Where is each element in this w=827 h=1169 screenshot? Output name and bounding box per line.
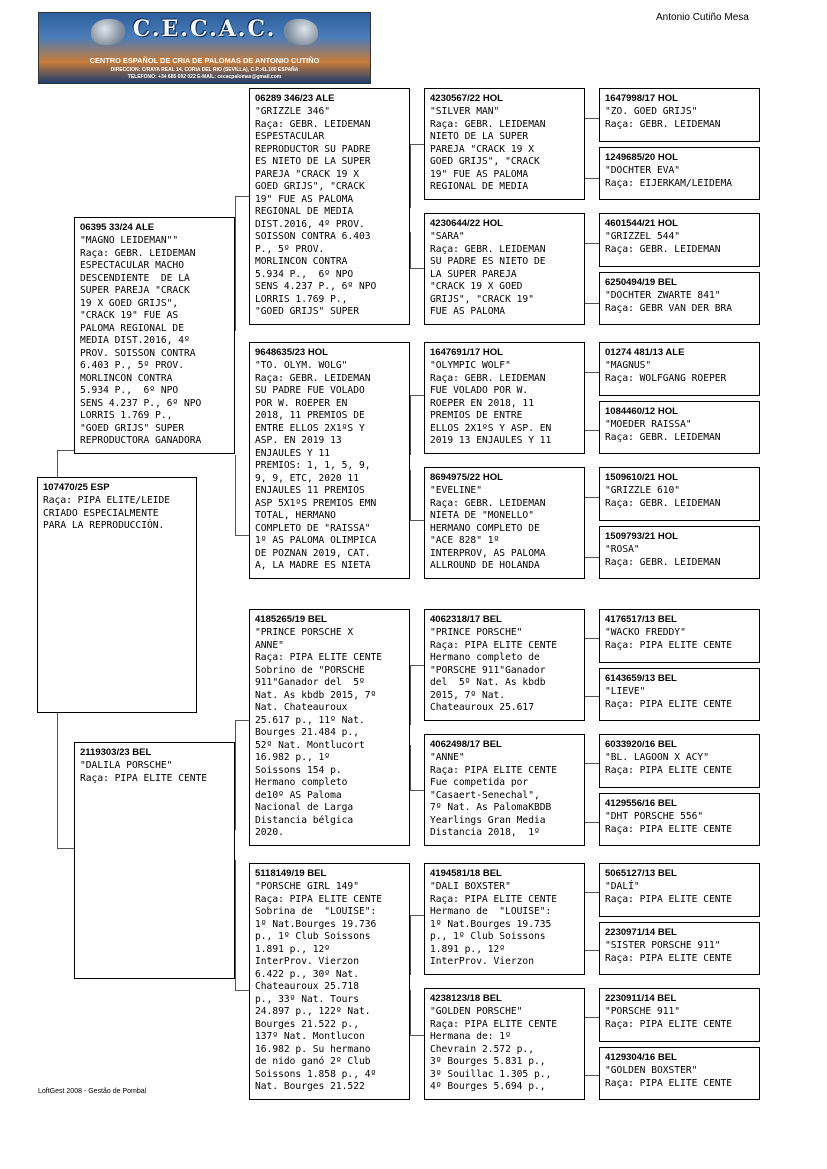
ring-number: 4176517/13 BEL (605, 614, 677, 625)
connector-line (585, 638, 600, 639)
pigeon-details: "EVELINE" Raça: GEBR. LEIDEMAN NIETA DE "MONELLO" HERMANO COMPLETO DE "ACE 828" 1º INTERPROV, AS PALOMA ALLROUND DE HOLANDA (430, 485, 546, 571)
connector-line (585, 763, 600, 764)
connector-line (585, 118, 600, 119)
ring-number: 107470/25 ESP (43, 482, 110, 493)
pedigree-card-subject[interactable] (37, 477, 197, 713)
connector-line (235, 455, 236, 535)
pedigree-card-gg-grandparent[interactable] (599, 401, 760, 454)
ring-number: 6143659/13 BEL (605, 673, 677, 684)
connector-line (235, 720, 249, 721)
connector-line (585, 822, 600, 823)
ring-number: 4062498/17 BEL (430, 739, 502, 750)
software-footer: LoftGest 2008 - Gestão de Pombal (38, 1088, 147, 1095)
pedigree-card-gg-grandparent[interactable] (599, 342, 760, 396)
ring-number: 5065127/13 BEL (605, 868, 677, 879)
pedigree-card-gg-grandparent[interactable] (599, 734, 760, 788)
pigeon-details: "SARA" Raça: GEBR. LEIDEMAN SU PADRE ES NIETO DE LA SUPER PAREJA "CRACK 19 X GOED GRIJS", "CRACK 19" FUE AS PALOMA (430, 231, 546, 317)
pedigree-card-gg-grandparent[interactable] (599, 147, 760, 200)
connector-line (410, 1035, 425, 1036)
connector-line (410, 915, 425, 916)
ring-number: 4129556/16 BEL (605, 798, 677, 809)
pigeon-details: "GRIZZLE 610" Raça: GEBR. LEIDEMAN (605, 485, 721, 509)
connector-line (410, 395, 425, 396)
pigeon-details: "GRIZZEL 544" Raça: GEBR. LEIDEMAN (605, 231, 721, 255)
pedigree-card-gg-grandparent[interactable] (599, 863, 760, 917)
pigeon-details: "MAGNUS" Raça: WOLFGANG ROEPER (605, 360, 727, 384)
ring-number: 2230971/14 BEL (605, 927, 677, 938)
ring-number: 9648635/23 HOL (255, 347, 328, 358)
pigeon-details: "GOLDEN BOXSTER" Raça: PIPA ELITE CENTE (605, 1065, 733, 1089)
pedigree-card-grandparent[interactable] (249, 342, 410, 579)
ring-number: 4062318/17 BEL (430, 614, 502, 625)
connector-line (410, 470, 411, 520)
pigeon-details: "ANNE" Raça: PIPA ELITE CENTE Fue competida por "Casaert-Senechal", 7º Nat. As PalomaKBDB Yearlings Gran Media Distancia 2018, 1º (430, 752, 558, 838)
pigeon-details: "PRINCE PORSCHE" Raça: PIPA ELITE CENTE Hermano completo de "PORSCHE 911"Ganador del 5º Nat. As kbdb 2015, 7º Nat. Chateauroux 25.617 (430, 627, 558, 713)
pedigree-card-great-grandparent[interactable] (424, 467, 585, 579)
connector-line (235, 196, 236, 331)
pedigree-card-gg-grandparent[interactable] (599, 609, 760, 663)
connector-line (57, 450, 58, 480)
pedigree-card-great-grandparent[interactable] (424, 213, 585, 325)
connector-line (235, 720, 236, 830)
pedigree-card-gg-grandparent[interactable] (599, 922, 760, 975)
pigeon-details: "DALILA PORSCHE" Raça: PIPA ELITE CENTE (80, 760, 208, 784)
connector-line (585, 178, 600, 179)
ring-number: 6250494/19 BEL (605, 277, 677, 288)
pigeon-details: "SISTER PORSCHE 911" Raça: PIPA ELITE CENTE (605, 940, 733, 964)
owner-name: Antonio Cutiño Mesa (656, 12, 749, 23)
pigeon-details: "LIEVE" Raça: PIPA ELITE CENTE (605, 686, 733, 710)
connector-line (57, 713, 58, 848)
pigeon-details: "PRINCE PORSCHE X ANNE" Raça: PIPA ELITE CENTE Sobrino de "PORSCHE 911"Ganador del 5º Nat. As kbdb 2015, 7º Nat. Chateauroux 25.617 p., 11º Nat. Bourges 21.484 p., 52º Nat. Montlucort 16.982 p., 1º Soissons 154 p. Hermano completo de10º AS Paloma Nacional de Larga Distancia bélgica 2020. (255, 627, 383, 838)
pigeon-details: "WACKO FREDDY" Raça: PIPA ELITE CENTE (605, 627, 733, 651)
connector-line (585, 950, 600, 951)
connector-line (410, 990, 411, 1035)
pigeon-details: "GRIZZLE 346" Raça: GEBR. LEIDEMAN ESPESTACULAR REPRODUCTOR SU PADRE ES NIETO DE LA SUPER PAREJA "CRACK 19 X GOED GRIJS", "CRACK 19" FUE AS PALOMA REGIONAL DE MEDIA DIST.2016, 4º PROV. SOISSON CONTRA 6.403 P., 5º PROV. MORLINCON CONTRA 5.934 P., 6º NPO SENS 4.237 P., 6º NPO LORRIS 1.769 P., "GOED GRIJS" SUPER (255, 106, 377, 317)
ring-number: 4230567/22 HOL (430, 93, 503, 104)
pedigree-card-sire[interactable] (74, 217, 235, 454)
pigeon-details: "DHT PORSCHE 556" Raça: PIPA ELITE CENTE (605, 811, 733, 835)
pigeon-details: "DOCHTER EVA" Raça: EIJERKAM/LEIDEMA (605, 165, 733, 189)
pedigree-card-gg-grandparent[interactable] (599, 668, 760, 721)
ring-number: 06289 346/23 ALE (255, 93, 335, 104)
pigeon-details: "PORSCHE 911" Raça: PIPA ELITE CENTE (605, 1006, 733, 1030)
ring-number: 4129304/16 BEL (605, 1052, 677, 1063)
pedigree-card-great-grandparent[interactable] (424, 609, 585, 721)
pigeon-details: "GOLDEN PORSCHE" Raça: PIPA ELITE CENTE Hermana de: 1º Chevrain 2.572 p., 3º Bourges 5.831 p., 3º Souillac 1.305 p., 4º Bourges 5.694 p., (430, 1006, 558, 1092)
pedigree-card-great-grandparent[interactable] (424, 863, 585, 975)
connector-line (410, 915, 411, 975)
pedigree-card-dam[interactable] (74, 742, 235, 979)
pigeon-details: "MOEDER RAISSA" Raça: GEBR. LEIDEMAN (605, 419, 721, 443)
logo-address: DIRECCION: C/RAYA REAL 14, CORIA DEL RIO (SEVILLA), C.P.:41.100 ESPAÑA (110, 67, 299, 73)
pigeon-details: "SILVER MAN" Raça: GEBR. LEIDEMAN NIETO DE LA SUPER PAREJA "CRACK 19 X GOED GRIJS", "CRACK 19" FUE AS PALOMA REGIONAL DE MEDIA (430, 106, 546, 192)
pigeon-details: "DOCHTER ZWARTE 841" Raça: GEBR VAN DER BRA (605, 290, 733, 314)
connector-line (410, 745, 411, 790)
connector-line (410, 520, 425, 521)
connector-line (410, 144, 425, 145)
connector-line (410, 268, 425, 269)
ring-number: 2119303/23 BEL (80, 747, 152, 758)
pigeon-details: "DALI BOXSTER" Raça: PIPA ELITE CENTE Hermano de "LOUISE": 1º Nat.Bourges 19.735 p., 1º Club Soissons 1.891 p., 12º InterProv. Vierzon (430, 881, 558, 967)
pedigree-card-great-grandparent[interactable] (424, 342, 585, 454)
connector-line (410, 790, 425, 791)
pigeon-details: "MAGNO LEIDEMAN"" Raça: GEBR. LEIDEMAN ESPECTACULAR MACHO DESCENDIENTE DE LA SUPER PAREJA "CRACK 19 X GOED GRIJS", "CRACK 19" FUE AS PALOMA REGIONAL DE MEDIA DIST.2016, 4º PROV. SOISSON CONTRA 6.403 P., 5º PROV. MORLINCON CONTRA 5.934 P., 6º NPO SENS 4.237 P., 6º NPO LORRIS 1.769 P., "GOED GRIJS" SUPER REPRODUCTORA GANADORA (80, 235, 202, 446)
connector-line (585, 892, 600, 893)
connector-line (585, 1017, 600, 1018)
ring-number: 06395 33/24 ALE (80, 222, 155, 233)
ring-number: 01274 481/13 ALE (605, 347, 685, 358)
ring-number: 1249685/20 HOL (605, 152, 678, 163)
pedigree-card-grandparent[interactable] (249, 88, 410, 325)
logo-title: C.E.C.A.C. (132, 16, 277, 42)
connector-line (585, 430, 600, 431)
ring-number: 1647691/17 HOL (430, 347, 503, 358)
pedigree-card-gg-grandparent[interactable] (599, 526, 760, 579)
pigeon-details: "PORSCHE GIRL 149" Raça: PIPA ELITE CENTE Sobrina de "LOUISE": 1º Nat.Bourges 19.736 p., 1º Club Soissons 1.891 p., 12º InterProv. Vierzon 6.422 p., 30º Nat. Chateauroux 25.718 p., 33º Nat. Tours 24.897 p., 122º Nat. Bourges 21.522 p., 137º Nat. Montlucon 16.982 p. Su hermano de nido ganó 2º Club Soissons 1.858 p., 4º Nat. Bourges 21.522 (255, 881, 383, 1092)
ring-number: 4238123/18 BEL (430, 993, 502, 1004)
ring-number: 2230911/14 BEL (605, 993, 677, 1004)
pedigree-card-gg-grandparent[interactable] (599, 88, 760, 142)
ring-number: 5118149/19 BEL (255, 868, 327, 879)
pedigree-card-great-grandparent[interactable] (424, 88, 585, 200)
pigeon-details: "TO. OLYM. WOLG" Raça: GEBR. LEIDEMAN SU PADRE FUE VOLADO POR W. ROEPER EN 2018, 11 PREMIOS DE ENTRE ELLOS 2X1ºS Y ASP. EN 2019 13 ENJAULES Y 11 PREMIOS: 1, 1, 5, 9, 9, 9, ETC, 2020 11 ENJAULES 11 PREMIOS ASP 5X1ºS PREMIOS EMN TOTAL, HERMANO COMPLETO DE "RAISSA" 1º AS PALOMA OLIMPICA DE POZNAN 2019, CAT. A, LA MADRE ES NIETA (255, 360, 377, 571)
connector-line (585, 497, 600, 498)
pigeon-details: "ZO. GOED GRIJS" Raça: GEBR. LEIDEMAN (605, 106, 721, 130)
connector-line (410, 144, 411, 208)
pedigree-card-gg-grandparent[interactable] (599, 988, 760, 1042)
pedigree-card-gg-grandparent[interactable] (599, 213, 760, 267)
pigeon-details: "ROSA" Raça: GEBR. LEIDEMAN (605, 544, 721, 568)
logo-subtitle: CENTRO ESPAÑOL DE CRIA DE PALOMAS DE ANTONIO CUTIÑO (89, 56, 320, 65)
breeder-logo (38, 12, 371, 84)
connector-line (585, 243, 600, 244)
pigeon-details: "DALÍ" Raça: PIPA ELITE CENTE (605, 881, 733, 905)
ring-number: 1509610/21 HOL (605, 472, 678, 483)
ring-number: 1509793/21 HOL (605, 531, 678, 542)
connector-line (57, 450, 74, 451)
pigeon-details: Raça: PIPA ELITE/LEIDE CRIADO ESPECIALMENTE PARA LA REPRODUCCIÓN. (43, 495, 171, 531)
ring-number: 1647998/17 HOL (605, 93, 678, 104)
connector-line (585, 303, 600, 304)
connector-line (585, 557, 600, 558)
pigeon-details: "OLYMPIC WOLF" Raça: GEBR. LEIDEMAN FUE VOLADO POR W. ROEPER EN 2018, 11 PREMIOS DE ENTRE ELLOS 2X1ºS Y ASP. EN 2019 13 ENJAULES Y 11 (430, 360, 552, 446)
pedigree-card-great-grandparent[interactable] (424, 988, 585, 1100)
connector-line (585, 372, 600, 373)
connector-line (410, 665, 425, 666)
logo-contact: TELEFONO: +34 685 692 022 E-MAIL: cecacpalomas@gmail.com (127, 74, 282, 80)
pigeon-details: "BL. LAGOON X ACY" Raça: PIPA ELITE CENTE (605, 752, 733, 776)
connector-line (235, 990, 249, 991)
pedigree-card-gg-grandparent[interactable] (599, 793, 760, 846)
connector-line (410, 232, 411, 268)
connector-line (57, 848, 74, 849)
ring-number: 6033920/16 BEL (605, 739, 677, 750)
pedigree-card-grandparent[interactable] (249, 609, 410, 846)
connector-line (235, 860, 236, 990)
pedigree-card-gg-grandparent[interactable] (599, 467, 760, 521)
pedigree-card-gg-grandparent[interactable] (599, 272, 760, 325)
connector-line (235, 535, 249, 536)
connector-line (410, 395, 411, 455)
pedigree-card-gg-grandparent[interactable] (599, 1047, 760, 1100)
ring-number: 1084460/12 HOL (605, 406, 678, 417)
connector-line (235, 196, 249, 197)
pedigree-card-great-grandparent[interactable] (424, 734, 585, 846)
pedigree-card-grandparent[interactable] (249, 863, 410, 1100)
ring-number: 4194581/18 BEL (430, 868, 502, 879)
ring-number: 8694975/22 HOL (430, 472, 503, 483)
connector-line (585, 1075, 600, 1076)
connector-line (585, 696, 600, 697)
ring-number: 4601544/21 HOL (605, 218, 678, 229)
connector-line (410, 665, 411, 725)
ring-number: 4185265/19 BEL (255, 614, 327, 625)
ring-number: 4230644/22 HOL (430, 218, 503, 229)
